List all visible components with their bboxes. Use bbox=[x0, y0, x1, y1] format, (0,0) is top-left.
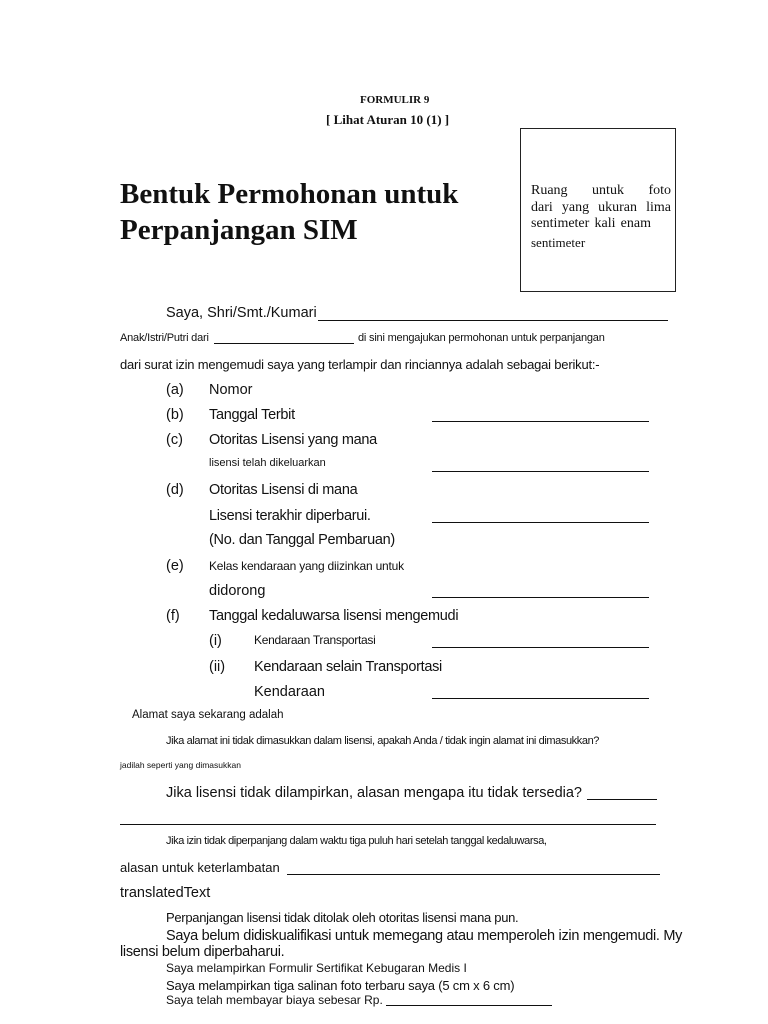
item-c-label2: lisensi telah dikeluarkan bbox=[209, 457, 326, 469]
item-c-label: Otoritas Lisensi yang mana bbox=[209, 432, 377, 448]
delay-reason-label: alasan untuk keterlambatan bbox=[120, 860, 280, 875]
item-b-label: Tanggal Terbit bbox=[209, 407, 295, 423]
declaration-3: Saya melampirkan Formulir Sertifikat Kebugaran Medis I bbox=[166, 961, 467, 975]
declaration-2-line1: Saya belum didiskualifikasi untuk memegang atau memperoleh izin mengemudi. My bbox=[166, 928, 683, 944]
item-f-key: (f) bbox=[166, 608, 180, 624]
issuing-authority-field[interactable] bbox=[432, 471, 649, 472]
delay-reason-field[interactable] bbox=[287, 874, 660, 875]
address-note: jadilah seperti yang dimasukkan bbox=[120, 760, 241, 770]
photo-box-text-1: Ruang untuk foto bbox=[531, 183, 671, 198]
item-a-key: (a) bbox=[166, 382, 184, 398]
item-b-key: (b) bbox=[166, 407, 184, 423]
photo-placeholder-box[interactable] bbox=[520, 128, 676, 292]
item-fi-label: Kendaraan Transportasi bbox=[254, 633, 376, 647]
address-question: Jika alamat ini tidak dimasukkan dalam lisensi, apakah Anda / tidak ingin alamat ini dimasukkan? bbox=[166, 735, 600, 747]
item-d-label2: Lisensi terakhir diperbarui. bbox=[209, 508, 371, 524]
parent-label: Anak/Istri/Putri dari bbox=[120, 332, 209, 344]
item-e-label2: didorong bbox=[209, 583, 266, 599]
current-address-label: Alamat saya sekarang adalah bbox=[132, 709, 284, 721]
photo-box-text-4: sentimeter bbox=[531, 235, 586, 250]
not-attached-field-1[interactable] bbox=[587, 799, 657, 800]
not-attached-question: Jika lisensi tidak dilampirkan, alasan mengapa itu tidak tersedia? bbox=[166, 785, 582, 801]
item-fii-key: (ii) bbox=[209, 659, 226, 675]
late-renewal-text: Jika izin tidak diperpanjang dalam waktu tiga puluh hari setelah tanggal kedaluwarsa, bbox=[166, 835, 547, 847]
non-transport-expiry-field[interactable] bbox=[432, 698, 649, 699]
declaration-1: Perpanjangan lisensi tidak ditolak oleh otoritas lisensi mana pun. bbox=[166, 910, 519, 925]
transport-expiry-field[interactable] bbox=[432, 647, 649, 648]
declaration-5: Saya telah membayar biaya sebesar Rp. bbox=[166, 993, 383, 1007]
name-field[interactable] bbox=[318, 320, 668, 321]
parent-suffix: di sini mengajukan permohonan untuk perpanjangan bbox=[358, 332, 605, 344]
not-attached-field-2[interactable] bbox=[120, 824, 656, 825]
photo-box-text-3: sentimeter kali enam bbox=[531, 216, 651, 231]
item-c-key: (c) bbox=[166, 432, 183, 448]
form-number: FORMULIR 9 bbox=[360, 94, 430, 106]
item-a-label: Nomor bbox=[209, 382, 253, 398]
item-d-label: Otoritas Lisensi di mana bbox=[209, 482, 358, 498]
fee-amount-field[interactable] bbox=[386, 1005, 552, 1006]
issue-date-field[interactable] bbox=[432, 421, 649, 422]
rule-reference: [ Lihat Aturan 10 (1) ] bbox=[326, 112, 450, 127]
item-fii-label: Kendaraan selain Transportasi bbox=[254, 659, 442, 675]
parent-name-field[interactable] bbox=[214, 343, 354, 344]
item-e-label: Kelas kendaraan yang diizinkan untuk bbox=[209, 559, 404, 573]
translated-text-label: translatedText bbox=[120, 885, 211, 901]
name-label: Saya, Shri/Smt./Kumari bbox=[166, 305, 317, 321]
declaration-4: Saya melampirkan tiga salinan foto terbaru saya (5 cm x 6 cm) bbox=[166, 978, 515, 993]
photo-box-text-2: dari yang ukuran lima bbox=[531, 200, 671, 215]
declaration-2-line2: lisensi belum diperbaharui. bbox=[120, 944, 285, 960]
renewal-authority-field[interactable] bbox=[432, 522, 649, 523]
item-d-key: (d) bbox=[166, 482, 184, 498]
intro-text: dari surat izin mengemudi saya yang terlampir dan rinciannya adalah sebagai berikut:- bbox=[120, 357, 600, 372]
page-title-line1: Bentuk Permohonan untuk bbox=[120, 178, 459, 210]
item-fi-key: (i) bbox=[209, 633, 222, 649]
item-e-key: (e) bbox=[166, 558, 184, 574]
vehicle-class-field[interactable] bbox=[432, 597, 649, 598]
item-f-label: Tanggal kedaluwarsa lisensi mengemudi bbox=[209, 608, 459, 624]
page-title-line2: Perpanjangan SIM bbox=[120, 214, 358, 246]
item-d-label3: (No. dan Tanggal Pembaruan) bbox=[209, 532, 395, 548]
item-fii-label2: Kendaraan bbox=[254, 684, 325, 700]
